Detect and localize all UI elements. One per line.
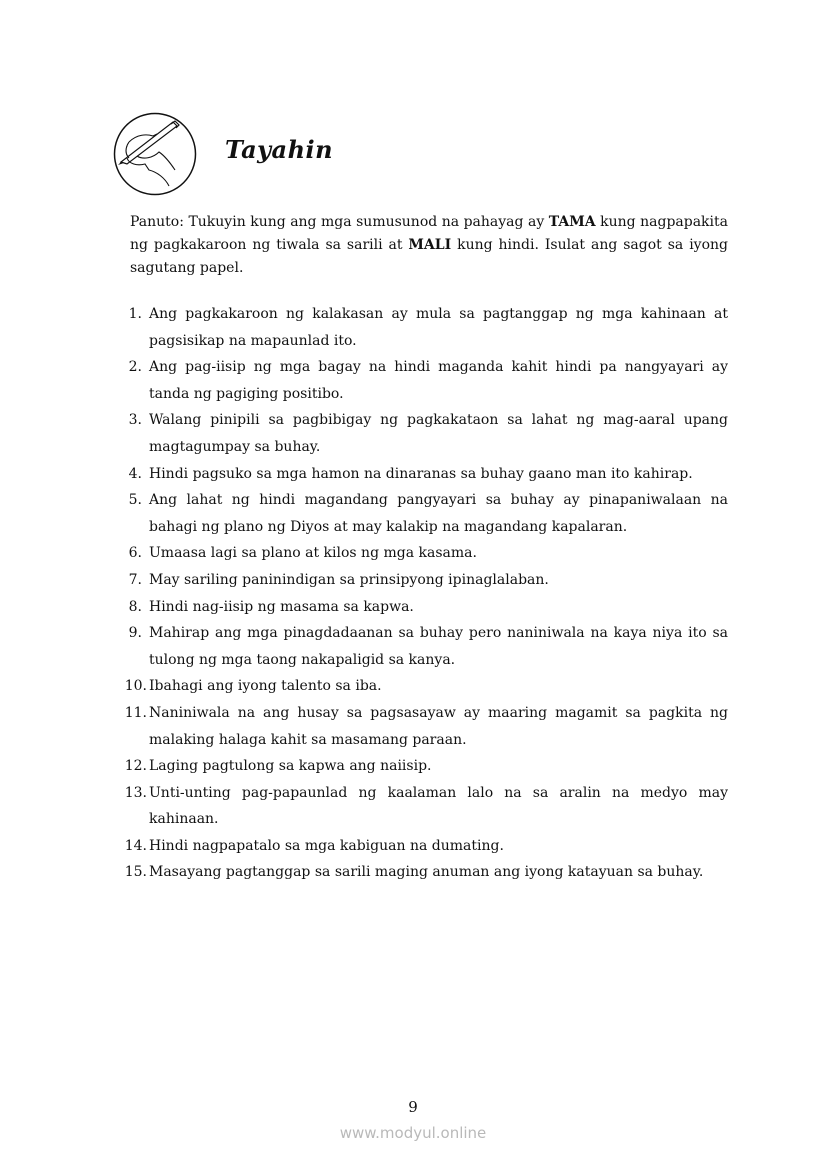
section-title: Tayahin <box>225 135 334 164</box>
list-item <box>118 700 728 753</box>
item-number: 2. <box>128 359 142 376</box>
item-number: 3. <box>128 412 142 429</box>
item-text: Ibahagi ang iyong talento sa iba. <box>149 678 382 695</box>
item-number: 7. <box>128 571 142 588</box>
item-number: 13. <box>124 784 147 801</box>
list-item <box>118 567 728 594</box>
list-item <box>118 620 728 673</box>
item-text: Hindi nagpapatalo sa mga kabiguan na dumating. <box>149 837 504 854</box>
item-number: 10. <box>124 678 147 695</box>
item-number: 8. <box>128 598 142 615</box>
instructions-text: Panuto: Tukuyin kung ang mga sumusunod na pahayag ay <box>130 214 549 230</box>
list-item <box>118 673 728 700</box>
item-number: 5. <box>128 492 142 509</box>
page-number: 9 <box>408 1098 418 1116</box>
hand-writing-pencil-icon <box>113 112 197 196</box>
item-number: 12. <box>124 758 147 775</box>
item-number: 11. <box>124 704 147 721</box>
list-item <box>118 833 728 860</box>
list-item <box>118 301 728 354</box>
list-item <box>118 594 728 621</box>
item-number: 4. <box>128 465 142 482</box>
list-item <box>118 859 728 886</box>
list-item <box>118 780 728 833</box>
item-text: Mahirap ang mga pinagdadaanan sa buhay pero naniniwala na kaya niya ito sa tulong ng mga taong nakapaligid sa kanya. <box>149 625 728 668</box>
item-text: May sariling paninindigan sa prinsipyong ipinaglalaban. <box>149 571 549 588</box>
list-item <box>118 487 728 540</box>
instructions-text: kung nagpapakita ng pagkakaroon ng tiwala sa sarili at <box>130 214 728 253</box>
item-text: Naniniwala na ang husay sa pagsasayaw ay maaring magamit sa pagkita ng malaking halaga kahit sa masamang paraan. <box>149 704 728 748</box>
list-item <box>118 461 728 488</box>
mali-keyword: MALI <box>408 237 452 253</box>
item-text: Masayang pagtanggap sa sarili maging anuman ang iyong katayuan sa buhay. <box>149 864 704 881</box>
list-item <box>118 407 728 460</box>
list-item <box>118 753 728 780</box>
item-number: 9. <box>128 625 142 642</box>
watermark: www.modyul.online <box>339 1124 487 1142</box>
item-number: 1. <box>128 306 142 322</box>
instructions-text: kung hindi. Isulat ang sagot sa iyong sagutang papel. <box>130 237 728 276</box>
item-number: 15. <box>124 864 147 881</box>
list-item <box>118 354 728 407</box>
item-text: Ang pagkakaroon ng kalakasan ay mula sa pagtanggap ng mga kahinaan at pagsisikap na mapaunlad ito. <box>149 306 728 349</box>
item-text: Laging pagtulong sa kapwa ang naiisip. <box>149 758 432 775</box>
item-text: Hindi nag-iisip ng masama sa kapwa. <box>149 598 414 615</box>
tama-keyword: TAMA <box>548 214 596 230</box>
item-number: 14. <box>124 837 147 854</box>
instructions <box>130 211 728 280</box>
item-text: Ang pag-iisip ng mga bagay na hindi maganda kahit hindi pa nangyayari ay tanda ng pagiging positibo. <box>149 359 728 402</box>
item-text: Hindi pagsuko sa mga hamon na dinaranas sa buhay gaano man ito kahirap. <box>149 465 693 482</box>
statement-list <box>118 301 728 886</box>
item-text: Unti-unting pag-papaunlad ng kaalaman lalo na sa aralin na medyo may kahinaan. <box>149 784 728 828</box>
item-text: Ang lahat ng hindi magandang pangyayari sa buhay ay pinapaniwalaan na bahagi ng plano ng Diyos at may kalakip na magandang kapalaran. <box>149 492 728 535</box>
item-number: 6. <box>128 545 142 562</box>
list-item <box>118 540 728 567</box>
item-text: Umaasa lagi sa plano at kilos ng mga kasama. <box>149 545 477 562</box>
item-text: Walang pinipili sa pagbibigay ng pagkakataon sa lahat ng mag-aaral upang magtagumpay sa buhay. <box>149 412 728 455</box>
